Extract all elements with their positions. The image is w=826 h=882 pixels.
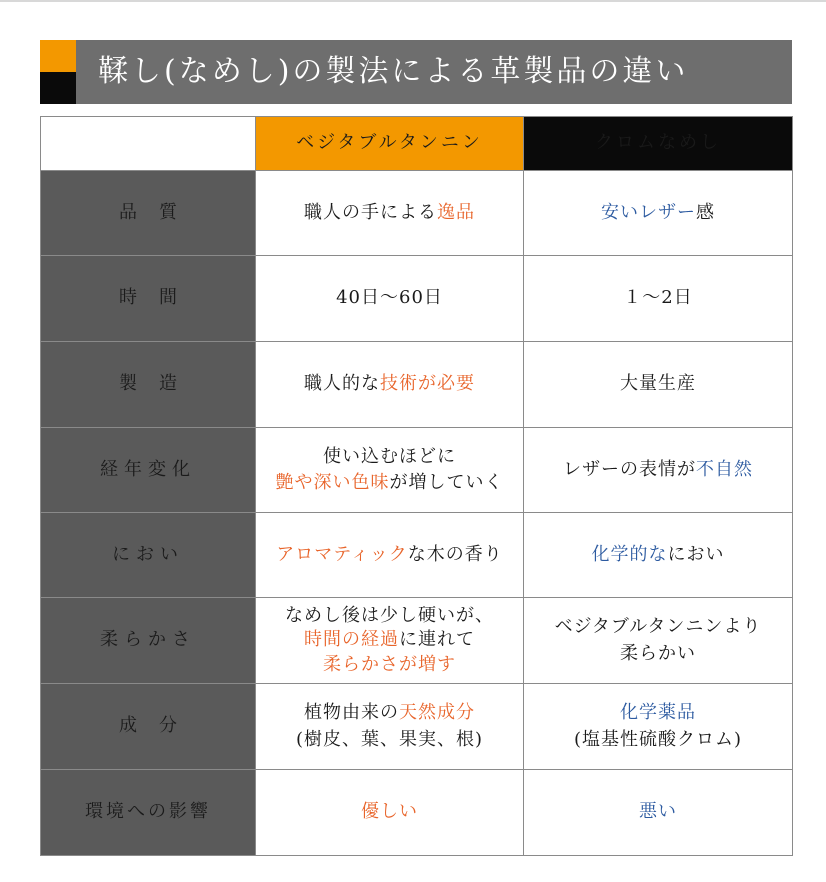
top-divider [0, 0, 826, 2]
chrome-smell-highlight: 化学的な [591, 543, 668, 565]
vegetable-manufacturing-text: 職人的な [304, 373, 380, 395]
table-row-manufacturing [41, 342, 793, 428]
chrome-smell [524, 513, 793, 598]
table-row-smell [41, 513, 793, 598]
chrome-smell-text: におい [667, 543, 725, 565]
title-accent-black [40, 72, 76, 104]
chrome-quality [524, 171, 793, 256]
table-row-quality [41, 171, 793, 256]
table-row-ingredients [41, 684, 793, 770]
chrome-softness-line1: ベジタブルタンニンより [554, 616, 762, 638]
vegetable-ingredients-line1 [256, 700, 523, 726]
chrome-quality-text: 感 [696, 201, 715, 223]
vegetable-softness-line2 [256, 628, 523, 652]
vegetable-manufacturing-highlight: 技術が必要 [380, 373, 475, 395]
row-label-aging: 経年変化 [41, 428, 256, 513]
table-header-row [41, 117, 793, 171]
vegetable-aging-line2 [256, 470, 523, 496]
chrome-manufacturing [524, 342, 793, 428]
table-row-aging [41, 428, 793, 513]
chrome-ingredients-line2: (塩基性硫酸クロム) [573, 728, 743, 750]
row-label-environment: 環境への影響 [41, 770, 256, 856]
vegetable-quality-highlight: 逸品 [437, 201, 475, 223]
chrome-time-text: １～2日 [623, 287, 693, 309]
chrome-aging-highlight: 不自然 [696, 458, 753, 480]
table-row-time [41, 256, 793, 342]
comparison-table [40, 116, 793, 856]
chrome-softness [524, 598, 793, 684]
vegetable-quality-text: 職人の手による [304, 201, 437, 223]
vegetable-ingredients [256, 684, 524, 770]
vegetable-softness [256, 598, 524, 684]
table-corner-cell [41, 117, 256, 171]
vegetable-ingredients-text: 植物由来の [304, 702, 399, 724]
vegetable-aging-line1: 使い込むほどに [323, 445, 456, 467]
vegetable-aging-text: が増していく [389, 472, 504, 493]
chrome-aging-text: レザーの表情が [563, 458, 696, 480]
vegetable-ingredients-highlight: 天然成分 [399, 702, 475, 724]
vegetable-environment [256, 770, 524, 856]
row-label-manufacturing: 製造 [41, 342, 256, 428]
title-accent-orange [40, 40, 76, 72]
chrome-environment-highlight: 悪い [639, 801, 677, 823]
chrome-time [524, 256, 793, 342]
vegetable-smell-text: な木の香り [407, 543, 503, 565]
vegetable-softness-text: に連れて [399, 629, 475, 651]
column-header-chrome: クロムなめし [524, 117, 793, 171]
chrome-manufacturing-text: 大量生産 [620, 373, 696, 395]
vegetable-quality [256, 171, 524, 256]
chrome-ingredients-line1: 化学薬品 [620, 702, 696, 724]
title-bar [40, 40, 792, 104]
vegetable-manufacturing [256, 342, 524, 428]
vegetable-aging [256, 428, 524, 513]
vegetable-smell [256, 513, 524, 598]
row-label-time: 時間 [41, 256, 256, 342]
table-row-environment [41, 770, 793, 856]
page-title: 鞣し(なめし)の製法による革製品の違い [76, 40, 792, 104]
chrome-ingredients [524, 684, 793, 770]
chrome-environment [524, 770, 793, 856]
row-label-quality: 品質 [41, 171, 256, 256]
row-label-smell: におい [41, 513, 256, 598]
chrome-quality-highlight: 安いレザー [601, 201, 696, 223]
row-label-softness: 柔らかさ [41, 598, 256, 684]
vegetable-softness-highlight: 時間の経過 [304, 629, 399, 651]
vegetable-environment-highlight: 優しい [361, 801, 418, 823]
vegetable-softness-line1: なめし後は少し硬いが、 [285, 605, 494, 627]
vegetable-ingredients-line2: (樹皮、葉、果実、根) [295, 728, 484, 750]
row-label-ingredients: 成分 [41, 684, 256, 770]
table-row-softness [41, 598, 793, 684]
vegetable-aging-highlight: 艶や深い色味 [275, 472, 390, 493]
column-header-vegetable: ベジタブルタンニン [256, 117, 524, 171]
vegetable-softness-line3: 柔らかさが増す [323, 653, 456, 675]
chrome-aging [524, 428, 793, 513]
vegetable-smell-highlight: アロマティック [276, 543, 408, 565]
vegetable-time-text: 40日～60日 [336, 287, 443, 309]
vegetable-time [256, 256, 524, 342]
chrome-softness-line2: 柔らかい [620, 642, 696, 664]
